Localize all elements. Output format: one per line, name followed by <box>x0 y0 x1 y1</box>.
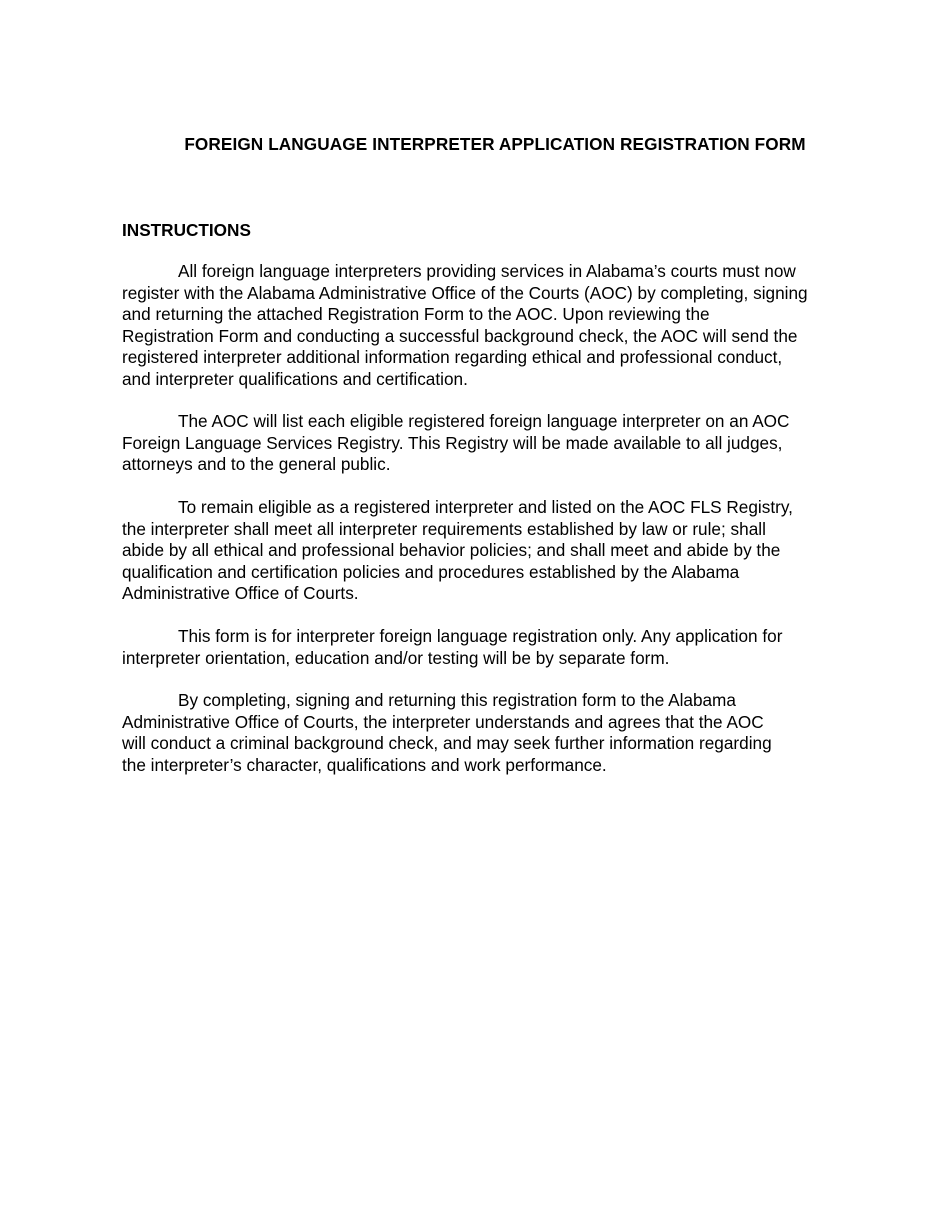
instructions-paragraph-2 <box>122 411 882 476</box>
instructions-paragraph-5 <box>122 690 882 776</box>
document-title: FOREIGN LANGUAGE INTERPRETER APPLICATION REGISTRATION FORM <box>184 134 806 154</box>
paragraph-line: registered interpreter additional information regarding ethical and professional conduct, <box>122 347 783 368</box>
paragraph-line: the interpreter shall meet all interpreter requirements established by law or rule; shall <box>122 518 766 539</box>
section-heading-instructions: INSTRUCTIONS <box>122 220 251 240</box>
instructions-paragraph-4 <box>122 626 882 669</box>
paragraph-line: By completing, signing and returning this registration form to the Alabama <box>178 690 736 710</box>
paragraph-line: register with the Alabama Administrative Office of the Courts (AOC) by completing, signing <box>122 282 808 303</box>
paragraph-line: The AOC will list each eligible registered foreign language interpreter on an AOC <box>178 411 790 431</box>
paragraph-line: abide by all ethical and professional behavior policies; and shall meet and abide by the <box>122 540 781 561</box>
paragraph-line: and returning the attached Registration Form to the AOC. Upon reviewing the <box>122 304 710 325</box>
paragraph-line: Foreign Language Services Registry. This Registry will be made available to all judges, <box>122 432 783 453</box>
paragraph-line: interpreter orientation, education and/or testing will be by separate form. <box>122 647 670 668</box>
paragraph-line: qualification and certification policies and procedures established by the Alabama <box>122 561 740 582</box>
paragraph-line: the interpreter’s character, qualifications and work performance. <box>122 754 607 775</box>
instructions-paragraph-1 <box>122 261 882 391</box>
instructions-paragraph-3 <box>122 497 882 605</box>
paragraph-line: Administrative Office of Courts. <box>122 583 359 604</box>
paragraph-line: To remain eligible as a registered interpreter and listed on the AOC FLS Registry, <box>178 497 793 517</box>
paragraph-line: will conduct a criminal background check, and may seek further information regarding <box>122 733 772 754</box>
paragraph-line: Registration Form and conducting a successful background check, the AOC will send the <box>122 325 798 346</box>
paragraph-line: and interpreter qualifications and certification. <box>122 368 468 389</box>
paragraph-line: This form is for interpreter foreign language registration only. Any application for <box>178 626 783 646</box>
paragraph-line: Administrative Office of Courts, the interpreter understands and agrees that the AOC <box>122 711 764 732</box>
paragraph-line: All foreign language interpreters providing services in Alabama’s courts must now <box>178 261 796 281</box>
paragraph-line: attorneys and to the general public. <box>122 454 391 475</box>
